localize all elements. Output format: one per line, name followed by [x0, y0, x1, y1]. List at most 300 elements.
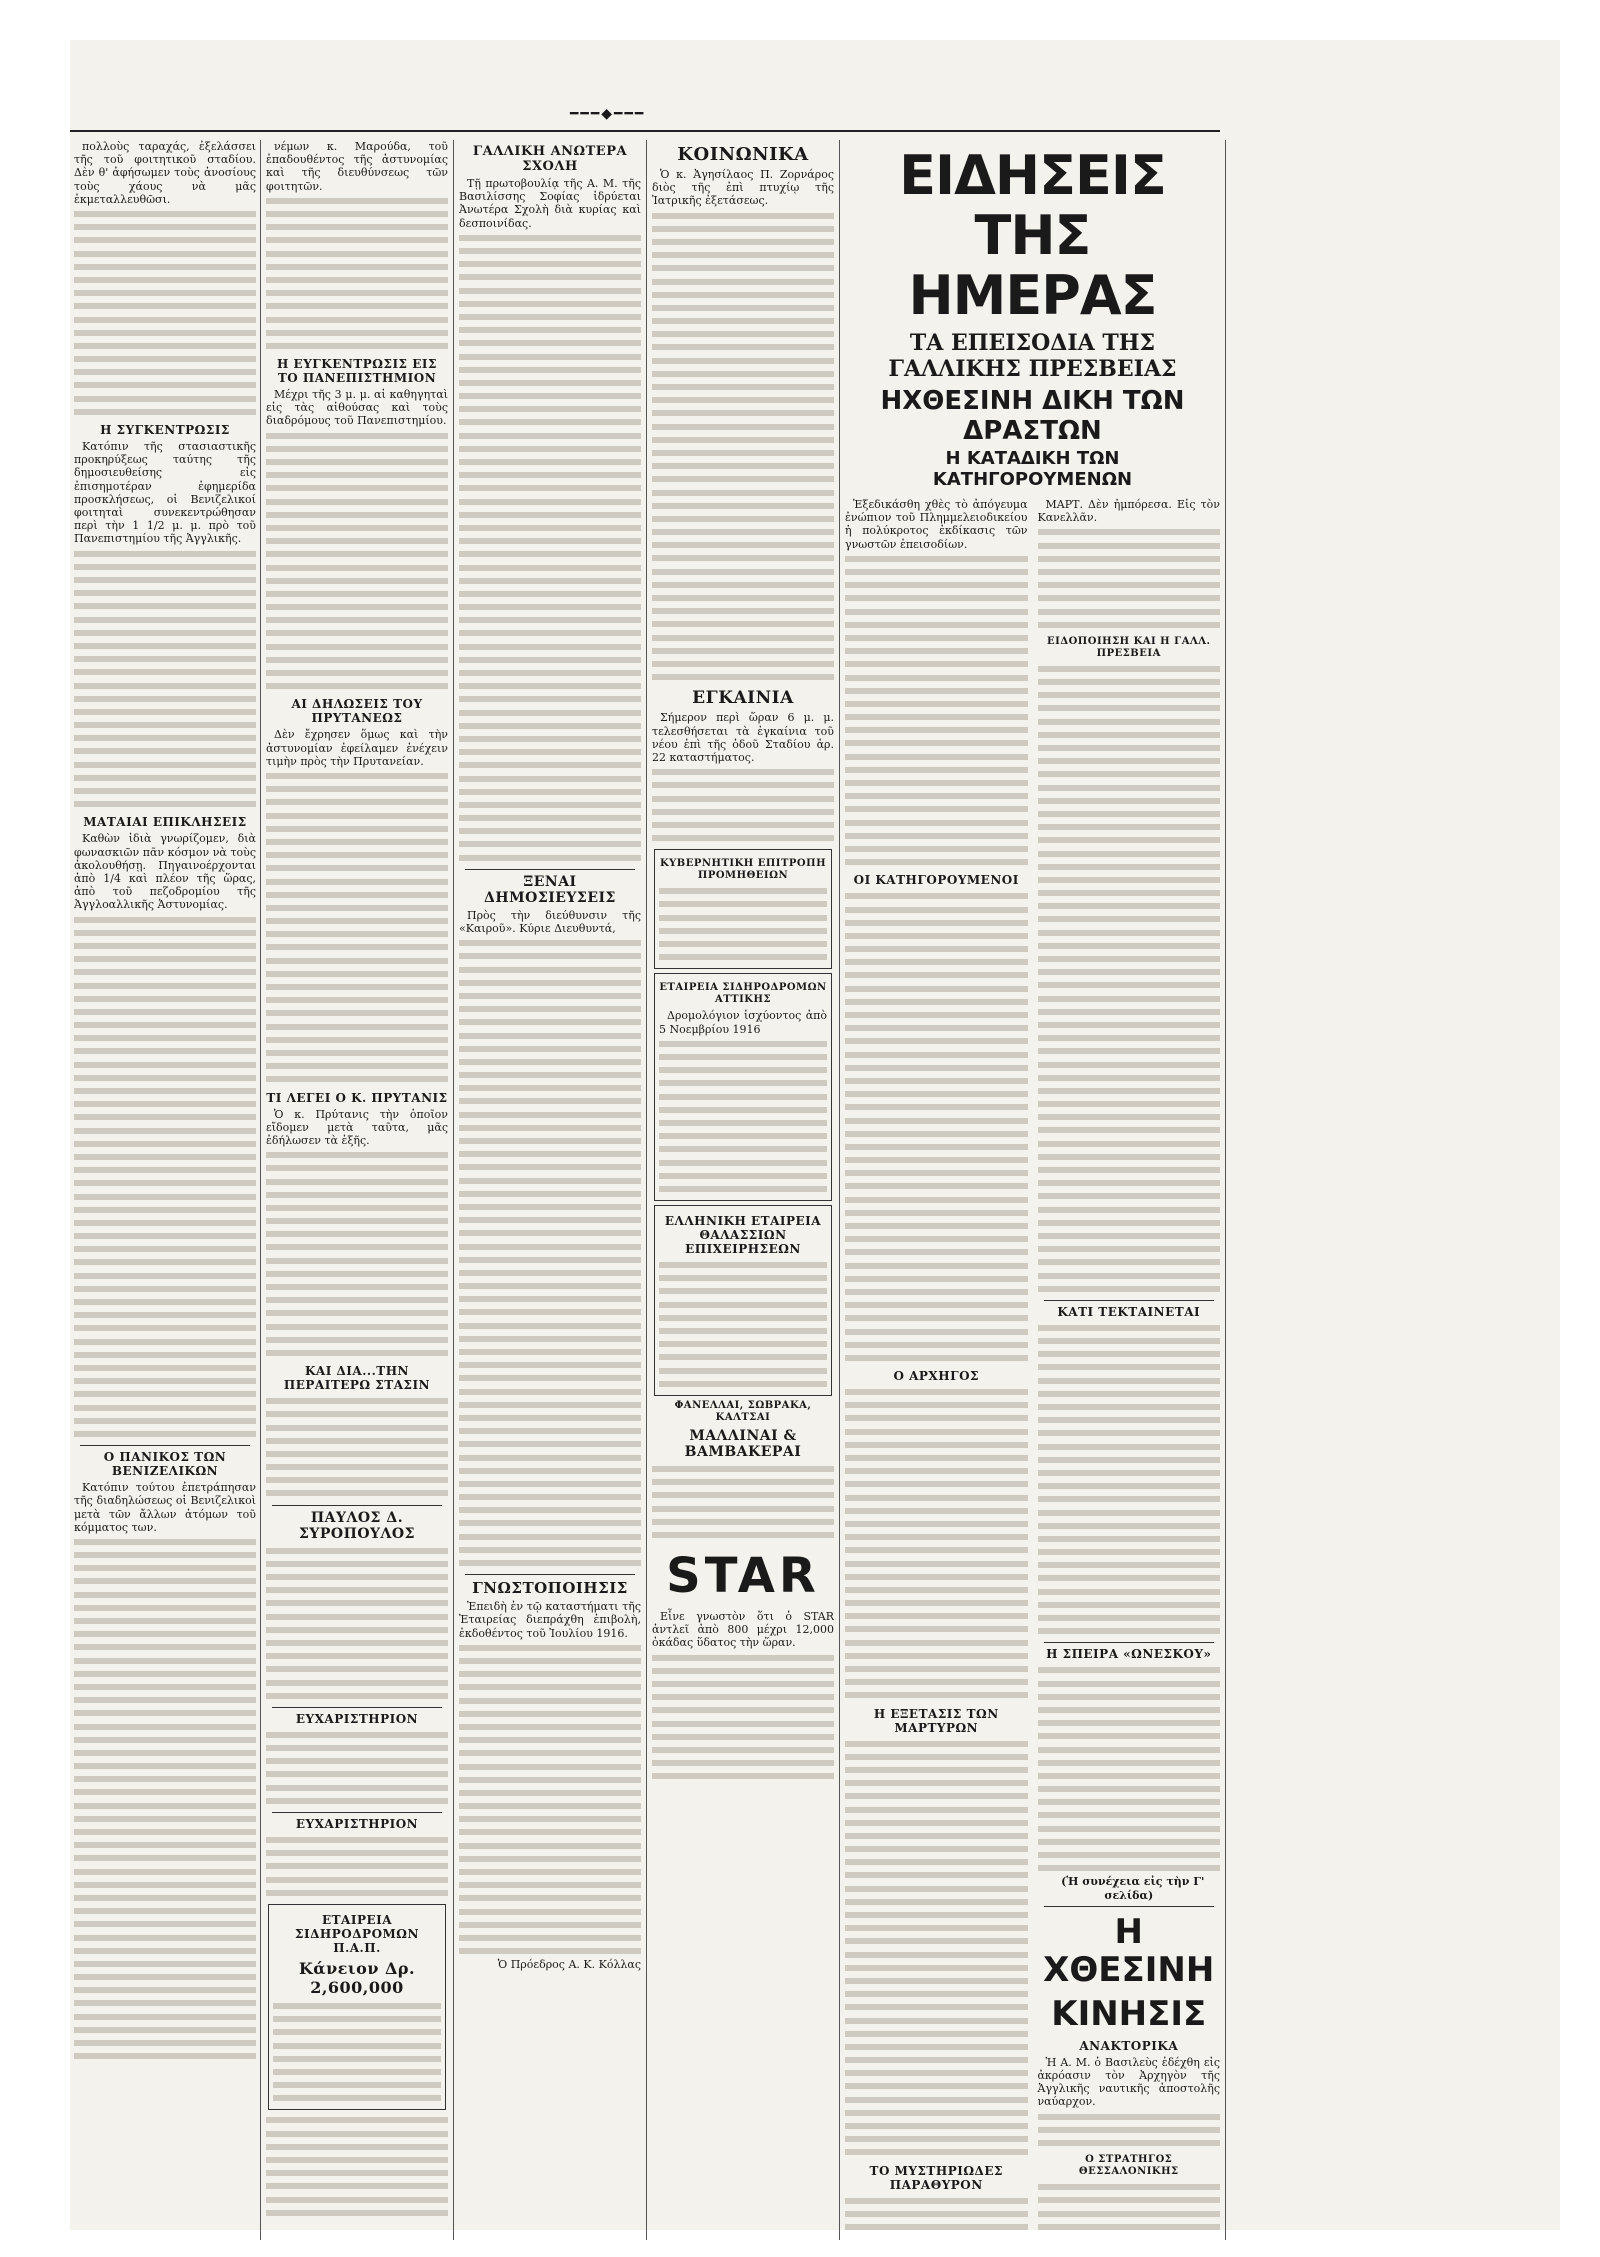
text-line [652, 1516, 834, 1529]
text-line [845, 1689, 1028, 1702]
text-line [459, 1425, 641, 1438]
text-line [459, 1787, 641, 1800]
text-line [1038, 1164, 1221, 1177]
section-heading: Η ΣΠΕΙΡΑ «ΩΝΕΣΚΟΥ» [1046, 1647, 1212, 1662]
text-line [74, 574, 256, 587]
section-heading: ΕΙΔΟΠΟΙΗΣΗ ΚΑΙ Η ΓΑΛΛ. ΠΡΕΣΒΕΙΑ [1047, 635, 1211, 659]
text-line [459, 1148, 641, 1161]
text-line [459, 746, 641, 759]
loan-amount: Κάνειον Δρ. 2,600,000 [298, 1958, 416, 1997]
text-line [266, 1422, 448, 1435]
text-line [652, 315, 834, 328]
text-line [1038, 1836, 1221, 1849]
text-line [845, 1610, 1028, 1623]
text-line [74, 1562, 256, 1575]
text-line [266, 1149, 448, 1162]
text-line [266, 1663, 448, 1676]
text-line [845, 1352, 1028, 1365]
text-line [266, 2114, 448, 2127]
text-line [266, 1176, 448, 1189]
text-line [845, 1035, 1028, 1048]
text-line [74, 719, 256, 732]
text-line [1038, 1217, 1221, 1230]
text-line [1038, 540, 1221, 553]
text-line [1038, 1190, 1221, 1203]
text-line [652, 341, 834, 354]
text-line [1038, 795, 1221, 808]
text-line [266, 810, 448, 823]
article-text: Ἐξεδικάσθη χθὲς τὸ ἀπόγευμα ἐνώπιον τοῦ Πλημμελειοδικείου ἡ πολύκροτος ἐκδίκασις τῶν γνωστῶν ἐπεισοδίων. [845, 498, 1028, 551]
text-line [845, 956, 1028, 969]
text-line [459, 1721, 641, 1734]
text-line [266, 1690, 448, 1703]
text-line [74, 1204, 256, 1217]
notice-heading: ΚΥΒΕΡΝΗΤΙΚΗ ΕΠΙΤΡΟΠΗ ΠΡΟΜΗΘΕΙΩΝ [659, 858, 827, 882]
text-line [652, 289, 834, 302]
text-line [74, 300, 256, 313]
text-line [74, 1072, 256, 1085]
article-text: Πρὸς τὴν διεύθυνσιν τῆς «Καιροῦ». Κύριε Διευθυντά, [459, 908, 641, 936]
text-line [74, 1852, 256, 1865]
text-line [74, 1349, 256, 1362]
text-line [652, 779, 834, 792]
text-line [74, 640, 256, 653]
text-line [652, 1652, 834, 1665]
text-line [74, 1734, 256, 1747]
text-line [74, 1138, 256, 1151]
text-line [74, 327, 256, 340]
text-line [845, 619, 1028, 632]
text-line [459, 403, 641, 416]
text-line [459, 535, 641, 548]
text-line [459, 720, 641, 733]
text-line [1038, 1520, 1221, 1533]
text-line [1038, 1427, 1221, 1440]
text-line [1038, 848, 1221, 861]
text-line [266, 327, 448, 340]
text-line [459, 285, 641, 298]
text-line [1038, 2194, 1221, 2207]
text-line [845, 1286, 1028, 1299]
text-line [74, 1309, 256, 1322]
section-heading: ΓΑΛΛΙΚΗ ΑΝΩΤΕΡΑ ΣΧΟΛΗ [472, 144, 628, 174]
text-line [459, 1254, 641, 1267]
text-line [652, 1757, 834, 1770]
text-line [74, 1125, 256, 1138]
text-line [74, 914, 256, 927]
text-line [74, 1826, 256, 1839]
text-line [659, 1365, 827, 1378]
text-line [74, 1813, 256, 1826]
text-line [845, 1246, 1028, 1259]
text-line [266, 496, 448, 509]
text-line [266, 1073, 448, 1086]
article-text: Κατόπιν τῆς στασιαστικῆς προκηρύξεως ταύτης τῆς δημοσιευθείσης εἰς ἐπισημοτέραν ἐφημερίδα προσκλήσεως, οἱ Βενιζελικοί φοιτηταὶ συνεκεντρώθησαν περὶ τὴν 1 1/2 μ. μ. πρὸ τοῦ Πανεπιστημίου τῆς Ἀγγλικῆς. [74, 440, 256, 546]
divider [1044, 1642, 1215, 1643]
text-line [74, 1786, 256, 1799]
text-line [652, 223, 834, 236]
text-line [74, 1747, 256, 1760]
text-line [266, 1162, 448, 1175]
text-line [266, 1007, 448, 1020]
text-line [459, 1122, 641, 1135]
text-line [266, 1334, 448, 1347]
text-line [845, 632, 1028, 645]
text-line [845, 969, 1028, 982]
text-line [845, 1909, 1028, 1922]
text-line [845, 1650, 1028, 1663]
text-line [266, 1584, 448, 1597]
text-line [459, 937, 641, 950]
text-line [74, 1006, 256, 1019]
section-title: ΚΙΝΗΣΙΣ [1051, 1993, 1207, 2034]
text-line [1038, 1283, 1221, 1296]
text-line [1038, 1045, 1221, 1058]
text-line [652, 1678, 834, 1691]
text-line [1038, 1335, 1221, 1348]
text-line [459, 232, 641, 245]
text-line [1038, 834, 1221, 847]
text-line [845, 672, 1028, 685]
text-line [74, 1668, 256, 1681]
text-line [74, 1707, 256, 1720]
text-line [845, 1167, 1028, 1180]
text-line [74, 993, 256, 1006]
text-line [1038, 619, 1221, 632]
text-line [652, 328, 834, 341]
text-line [74, 732, 256, 745]
text-line [459, 1517, 641, 1530]
text-line [659, 1157, 827, 1170]
text-line [845, 1299, 1028, 1312]
text-line [266, 2194, 448, 2207]
text-line [266, 2154, 448, 2167]
text-line [74, 1322, 256, 1335]
text-line [459, 390, 641, 403]
text-line [266, 849, 448, 862]
text-line [459, 1135, 641, 1148]
text-line [459, 1069, 641, 1082]
text-line [1038, 1533, 1221, 1546]
column-rule [839, 140, 840, 2240]
divider [465, 1574, 635, 1575]
text-line [266, 1307, 448, 1320]
text-line [273, 2053, 441, 2066]
text-line [459, 1056, 641, 1069]
text-line [266, 314, 448, 327]
section-heading: ΚΑΙ ΔΙΑ...ΤΗΝ ΠΕΡΑΙΤΕΡΩ ΣΤΑΣΙΝ [283, 1364, 431, 1393]
text-line [459, 627, 641, 640]
text-line [659, 1312, 827, 1325]
text-line [845, 764, 1028, 777]
text-line [74, 1866, 256, 1879]
text-line [74, 1243, 256, 1256]
news-of-the-day [845, 140, 1220, 2230]
text-line [74, 1230, 256, 1243]
text-line [266, 1729, 448, 1742]
text-line [266, 1047, 448, 1060]
text-line [652, 460, 834, 473]
text-line [1038, 927, 1221, 940]
text-line [266, 548, 448, 561]
column-4 [652, 140, 834, 2230]
column-1 [74, 140, 256, 2230]
text-line [266, 1189, 448, 1202]
text-line [1038, 966, 1221, 979]
text-line [266, 823, 448, 836]
text-line [459, 1188, 641, 1201]
text-line [459, 812, 641, 825]
text-line [652, 302, 834, 315]
text-line [74, 393, 256, 406]
text-line [845, 1962, 1028, 1975]
text-line [74, 693, 256, 706]
text-line [459, 1557, 641, 1570]
text-line [1038, 1559, 1221, 1572]
text-line [74, 379, 256, 392]
text-line [74, 1032, 256, 1045]
column-6 [1038, 498, 1221, 2230]
text-line [1038, 2111, 1221, 2124]
text-line [659, 1183, 827, 1196]
text-line [266, 1228, 448, 1241]
text-line [273, 2013, 441, 2026]
text-line [459, 1840, 641, 1853]
text-line [1038, 1414, 1221, 1427]
text-line [659, 1143, 827, 1156]
text-line [1038, 1138, 1221, 1151]
text-line [659, 1064, 827, 1077]
text-line [74, 759, 256, 772]
text-line [74, 287, 256, 300]
text-line [1038, 1322, 1221, 1335]
text-line [845, 1049, 1028, 1062]
text-line [74, 548, 256, 561]
text-line [659, 1117, 827, 1130]
text-line [266, 261, 448, 274]
text-line [266, 654, 448, 667]
schedule-heading: ΕΤΑΙΡΕΙΑ ΣΙΔΗΡΟΔΡΟΜΩΝ ΑΤΤΙΚΗΣ [659, 982, 827, 1006]
text-line [74, 1945, 256, 1958]
section-heading: ΤΙ ΛΕΓΕΙ Ο Κ. ΠΡΥΤΑΝΙΣ [266, 1090, 448, 1105]
article-text: Ὁ κ. Ἀγησίλαος Π. Ζορνάρος διὸς τῆς ἐπὶ πτυχίῳ τῆς Ἰατρικῆς ἐξετάσεως. [652, 168, 834, 208]
text-line [266, 443, 448, 456]
text-line [459, 1201, 641, 1214]
text-line [1038, 1770, 1221, 1783]
continuation-note: (Ἡ συνέχεια εἰς τὴν Γ' σελίδα) [1061, 1875, 1205, 1902]
text-line [74, 248, 256, 261]
text-line [845, 592, 1028, 605]
text-line [266, 300, 448, 313]
section-heading: Ο ΣΤΡΑΤΗΓΟΣ ΘΕΣΣΑΛΟΝΙΚΗΣ [1078, 2154, 1179, 2178]
text-line [1038, 940, 1221, 953]
text-line [459, 351, 641, 364]
text-line [1038, 579, 1221, 592]
text-line [652, 381, 834, 394]
headline: Η ΚΑΤΑΔΙΚΗ ΤΩΝ ΚΑΤΗΓΟΡΟΥΜΕΝΩΝ [932, 448, 1133, 490]
text-line [74, 1098, 256, 1111]
text-line [266, 522, 448, 535]
text-line [845, 1465, 1028, 1478]
text-line [659, 1051, 827, 1064]
text-line [1038, 1757, 1221, 1770]
text-line [845, 1386, 1028, 1399]
text-line [74, 927, 256, 940]
text-line [266, 770, 448, 783]
text-line [659, 1285, 827, 1298]
text-line [459, 786, 641, 799]
text-line [845, 2120, 1028, 2133]
text-line [652, 579, 834, 592]
text-line [652, 1691, 834, 1704]
text-line [845, 1843, 1028, 1856]
divider [272, 1812, 442, 1813]
text-line [266, 836, 448, 849]
text-line [659, 912, 827, 925]
text-line [266, 941, 448, 954]
text-line [1038, 566, 1221, 579]
text-line [459, 1359, 641, 1372]
text-line [459, 964, 641, 977]
text-line [1038, 1664, 1221, 1677]
text-line [459, 1241, 641, 1254]
text-line [74, 1191, 256, 1204]
text-line [652, 1704, 834, 1717]
text-line [266, 981, 448, 994]
text-line [74, 1536, 256, 1549]
text-line [845, 711, 1028, 724]
text-line [1038, 979, 1221, 992]
text-line [1038, 663, 1221, 676]
text-line [266, 340, 448, 353]
text-line [266, 208, 448, 221]
text-line [1038, 755, 1221, 768]
text-line [74, 745, 256, 758]
text-line [459, 950, 641, 963]
text-line [845, 2133, 1028, 2146]
text-line [459, 496, 641, 509]
text-line [459, 443, 641, 456]
text-line [266, 1834, 448, 1847]
text-line [266, 889, 448, 902]
text-line [74, 2050, 256, 2063]
section-heading: ΠΑΥΛΟΣ Δ. ΣΥΡΟΠΟΥΛΟΣ [299, 1509, 415, 1542]
text-line [845, 1194, 1028, 1207]
text-line [1038, 887, 1221, 900]
article-text: Καθὼν ἰδιὰ γνωρίζομεν, διὰ φωνασκιῶν πᾶν κόσμον νὰ τοὺς ἀκολουθήσῃ. Πηγαινοέρχονται ἀπὸ 1/4 καὶ πλέον τῆς ὥρας, ἀπὸ τοῦ πεζοδρομίου τῆς Ἀγγλοαλλικῆς Ἀστυνομίας. [74, 832, 256, 912]
text-line [74, 406, 256, 419]
text-line [1038, 1678, 1221, 1691]
text-line [459, 1813, 641, 1826]
text-line [266, 1255, 448, 1268]
ad-heading: ΕΤΑΙΡΕΙΑ ΣΙΔΗΡΟΔΡΟΜΩΝ Π.Α.Π. [295, 1912, 419, 1955]
text-line [845, 2054, 1028, 2067]
text-line [74, 1760, 256, 1773]
text-line [273, 2079, 441, 2092]
text-line [1038, 702, 1221, 715]
text-line [266, 1474, 448, 1487]
text-line [845, 658, 1028, 671]
text-line [266, 1435, 448, 1448]
text-line [459, 1320, 641, 1333]
text-line [1038, 1467, 1221, 1480]
text-line [266, 1874, 448, 1887]
text-line [74, 600, 256, 613]
text-line [459, 1853, 641, 1866]
text-line [266, 535, 448, 548]
article-text: Ἡ Α. Μ. ὁ Βασιλεὺς ἐδέχθη εἰς ἀκρόασιν τὸν Ἀρχηγὸν τῆς Ἀγγλικῆς ναυτικῆς ἀποστολῆς ναύαρχον. [1037, 2055, 1220, 2109]
text-line [845, 1273, 1028, 1286]
article-text: Ἐπειδὴ ἐν τῷ καταστήματι τῆς Ἐταιρείας διεπράχθη ἐπιβολὴ, ἐκδοθέντος τοῦ Ἰουλίου 1916. [459, 1600, 641, 1640]
text-line [845, 1676, 1028, 1689]
railway-schedule [654, 973, 832, 1201]
text-line [74, 340, 256, 353]
text-line [845, 1154, 1028, 1167]
text-line [845, 1233, 1028, 1246]
text-line [459, 1892, 641, 1905]
text-line [266, 796, 448, 809]
text-line [1038, 1085, 1221, 1098]
text-line [459, 838, 641, 851]
text-line [1038, 2124, 1221, 2137]
text-line [459, 1030, 641, 1043]
article-text: Μέχρι τῆς 3 μ. μ. αἱ καθηγηταὶ εἰς τὰς αἰθούσας καὶ τοὺς διαδρόμους τοῦ Πανεπιστημίου. [266, 388, 448, 428]
text-line [266, 1281, 448, 1294]
text-line [652, 1665, 834, 1678]
text-line [266, 195, 448, 208]
text-line [845, 1492, 1028, 1505]
text-line [74, 221, 256, 234]
text-line [845, 1571, 1028, 1584]
text-line [266, 1241, 448, 1254]
text-line [845, 737, 1028, 750]
text-line [74, 772, 256, 785]
text-line [459, 588, 641, 601]
text-line [1038, 1730, 1221, 1743]
text-line [74, 706, 256, 719]
text-line [266, 1637, 448, 1650]
text-line [1038, 1599, 1221, 1612]
text-line [74, 1839, 256, 1852]
text-line [459, 1452, 641, 1465]
text-line [273, 2066, 441, 2079]
section-heading: ΑΙ ΔΗΛΩΣΕΙΣ ΤΟΥ ΠΡΥΤΑΝΕΩΣ [291, 697, 423, 726]
text-line [652, 513, 834, 526]
text-line [459, 1227, 641, 1240]
text-line [652, 421, 834, 434]
text-line [845, 1452, 1028, 1465]
text-line [266, 680, 448, 693]
text-line [74, 940, 256, 953]
text-line [74, 1681, 256, 1694]
section-heading: ΟΙ ΚΑΤΗΓΟΡΟΥΜΕΝΟΙ [853, 873, 1019, 888]
text-line [652, 566, 834, 579]
text-line [1038, 1507, 1221, 1520]
article-text: Σήμερον περὶ ὥραν 6 μ. μ. τελεσθήσεται τὰ ἐγκαίνια τοῦ νέου ἐπὶ τῆς ὁδοῦ Σταδίου ἀρ. 22 καταστήματος. [652, 711, 834, 764]
text-line [74, 1019, 256, 1032]
text-line [459, 1465, 641, 1478]
text-line [74, 1589, 256, 1602]
text-line [845, 2146, 1028, 2159]
text-line [659, 1038, 827, 1051]
text-line [459, 456, 641, 469]
section-title: Η ΧΘΕΣΙΝΗ [1043, 1911, 1215, 1990]
text-line [266, 2141, 448, 2154]
text-line [652, 434, 834, 447]
text-line [459, 522, 641, 535]
text-line [845, 1101, 1028, 1114]
text-line [459, 298, 641, 311]
